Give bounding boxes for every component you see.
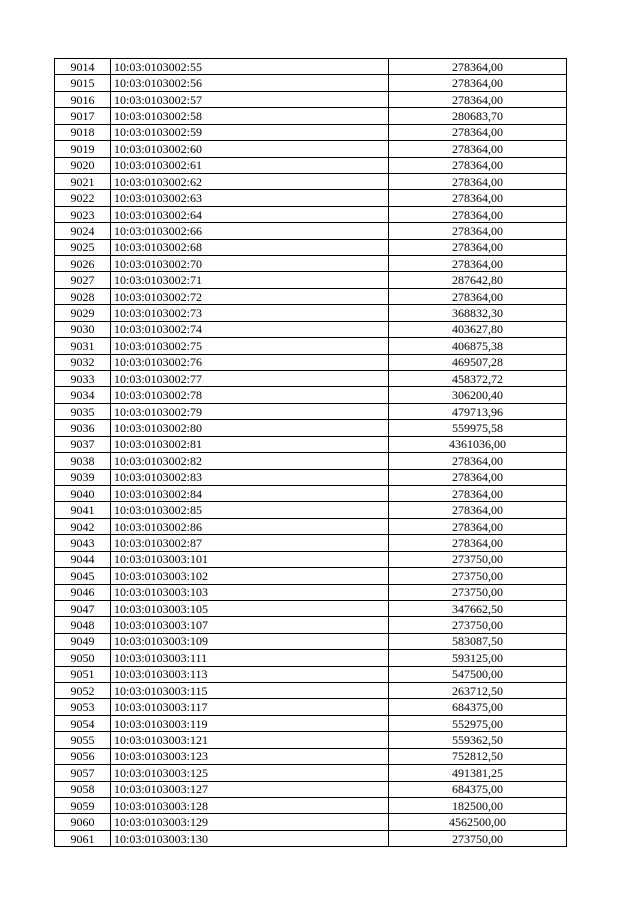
table-row (55, 797, 567, 813)
cadastral-number-cell: 10:03:0103003:105 (111, 600, 389, 616)
value-cell: 263712,50 (389, 683, 567, 699)
row-number-cell: 9050 (55, 650, 111, 666)
table-row (55, 683, 567, 699)
table-row (55, 715, 567, 731)
cadastral-number-cell: 10:03:0103002:81 (111, 436, 389, 452)
table-row (55, 568, 567, 584)
table-row (55, 288, 567, 304)
cadastral-number-cell: 10:03:0103003:101 (111, 551, 389, 567)
value-cell: 278364,00 (389, 141, 567, 157)
cadastral-number-cell: 10:03:0103002:68 (111, 239, 389, 255)
value-cell: 273750,00 (389, 584, 567, 600)
value-cell: 684375,00 (389, 781, 567, 797)
cadastral-number-cell: 10:03:0103002:80 (111, 420, 389, 436)
row-number-cell: 9025 (55, 239, 111, 255)
table-row (55, 765, 567, 781)
cadastral-number-cell: 10:03:0103003:103 (111, 584, 389, 600)
row-number-cell: 9042 (55, 518, 111, 534)
value-cell: 278364,00 (389, 75, 567, 91)
row-number-cell: 9030 (55, 321, 111, 337)
value-cell: 278364,00 (389, 485, 567, 501)
value-cell: 287642,80 (389, 272, 567, 288)
cadastral-number-cell: 10:03:0103003:129 (111, 814, 389, 830)
value-cell: 273750,00 (389, 551, 567, 567)
row-number-cell: 9059 (55, 797, 111, 813)
row-number-cell: 9027 (55, 272, 111, 288)
table-row (55, 469, 567, 485)
cadastral-number-cell: 10:03:0103002:64 (111, 206, 389, 222)
cadastral-number-cell: 10:03:0103003:123 (111, 748, 389, 764)
table-row (55, 272, 567, 288)
cadastral-number-cell: 10:03:0103003:127 (111, 781, 389, 797)
cadastral-number-cell: 10:03:0103002:55 (111, 59, 389, 75)
row-number-cell: 9015 (55, 75, 111, 91)
row-number-cell: 9048 (55, 617, 111, 633)
table-row (55, 732, 567, 748)
table-row (55, 814, 567, 830)
row-number-cell: 9023 (55, 206, 111, 222)
value-cell: 278364,00 (389, 124, 567, 140)
value-cell: 278364,00 (389, 518, 567, 534)
cadastral-number-cell: 10:03:0103003:109 (111, 633, 389, 649)
table-row (55, 748, 567, 764)
cadastral-number-cell: 10:03:0103002:87 (111, 535, 389, 551)
table-row (55, 371, 567, 387)
cadastral-number-cell: 10:03:0103002:77 (111, 371, 389, 387)
value-cell: 278364,00 (389, 190, 567, 206)
row-number-cell: 9031 (55, 338, 111, 354)
cadastral-number-cell: 10:03:0103002:61 (111, 157, 389, 173)
row-number-cell: 9034 (55, 387, 111, 403)
row-number-cell: 9036 (55, 420, 111, 436)
value-cell: 4562500,00 (389, 814, 567, 830)
cadastral-number-cell: 10:03:0103002:86 (111, 518, 389, 534)
value-cell: 278364,00 (389, 157, 567, 173)
table-row (55, 157, 567, 173)
row-number-cell: 9056 (55, 748, 111, 764)
table-row (55, 584, 567, 600)
value-cell: 278364,00 (389, 469, 567, 485)
value-cell: 273750,00 (389, 617, 567, 633)
cadastral-number-cell: 10:03:0103002:83 (111, 469, 389, 485)
value-cell: 684375,00 (389, 699, 567, 715)
value-cell: 368832,30 (389, 305, 567, 321)
value-cell: 278364,00 (389, 91, 567, 107)
table-row (55, 666, 567, 682)
row-number-cell: 9039 (55, 469, 111, 485)
table-row (55, 206, 567, 222)
value-cell: 278364,00 (389, 223, 567, 239)
row-number-cell: 9051 (55, 666, 111, 682)
row-number-cell: 9058 (55, 781, 111, 797)
row-number-cell: 9053 (55, 699, 111, 715)
row-number-cell: 9028 (55, 288, 111, 304)
value-cell: 273750,00 (389, 830, 567, 846)
row-number-cell: 9018 (55, 124, 111, 140)
table-row (55, 91, 567, 107)
value-cell: 182500,00 (389, 797, 567, 813)
value-cell: 280683,70 (389, 108, 567, 124)
cadastral-number-cell: 10:03:0103003:113 (111, 666, 389, 682)
cadastral-number-cell: 10:03:0103002:72 (111, 288, 389, 304)
value-cell: 406875,38 (389, 338, 567, 354)
value-cell: 458372,72 (389, 371, 567, 387)
table-row (55, 830, 567, 846)
value-cell: 752812,50 (389, 748, 567, 764)
row-number-cell: 9021 (55, 173, 111, 189)
table-row (55, 239, 567, 255)
cadastral-number-cell: 10:03:0103003:117 (111, 699, 389, 715)
value-cell: 491381,25 (389, 765, 567, 781)
cadastral-number-cell: 10:03:0103002:73 (111, 305, 389, 321)
value-cell: 278364,00 (389, 206, 567, 222)
value-cell: 559975,58 (389, 420, 567, 436)
value-cell: 469507,28 (389, 354, 567, 370)
table-row (55, 650, 567, 666)
table-row (55, 256, 567, 272)
row-number-cell: 9054 (55, 715, 111, 731)
table-row (55, 485, 567, 501)
row-number-cell: 9060 (55, 814, 111, 830)
value-cell: 278364,00 (389, 173, 567, 189)
row-number-cell: 9035 (55, 403, 111, 419)
value-cell: 278364,00 (389, 535, 567, 551)
value-cell: 278364,00 (389, 453, 567, 469)
cadastral-number-cell: 10:03:0103002:63 (111, 190, 389, 206)
row-number-cell: 9017 (55, 108, 111, 124)
row-number-cell: 9029 (55, 305, 111, 321)
table-row (55, 699, 567, 715)
row-number-cell: 9045 (55, 568, 111, 584)
cadastral-number-cell: 10:03:0103003:107 (111, 617, 389, 633)
value-cell: 278364,00 (389, 256, 567, 272)
row-number-cell: 9057 (55, 765, 111, 781)
row-number-cell: 9061 (55, 830, 111, 846)
cadastral-number-cell: 10:03:0103002:56 (111, 75, 389, 91)
row-number-cell: 9047 (55, 600, 111, 616)
cadastral-number-cell: 10:03:0103003:102 (111, 568, 389, 584)
cadastral-number-cell: 10:03:0103002:79 (111, 403, 389, 419)
value-cell: 547500,00 (389, 666, 567, 682)
value-cell: 583087,50 (389, 633, 567, 649)
value-cell: 306200,40 (389, 387, 567, 403)
cadastral-number-cell: 10:03:0103002:57 (111, 91, 389, 107)
value-cell: 593125,00 (389, 650, 567, 666)
cadastral-number-cell: 10:03:0103003:130 (111, 830, 389, 846)
row-number-cell: 9024 (55, 223, 111, 239)
table-row (55, 59, 567, 75)
value-cell: 278364,00 (389, 288, 567, 304)
table-row (55, 600, 567, 616)
value-cell: 479713,96 (389, 403, 567, 419)
cadastral-number-cell: 10:03:0103002:71 (111, 272, 389, 288)
row-number-cell: 9046 (55, 584, 111, 600)
row-number-cell: 9019 (55, 141, 111, 157)
cadastral-number-cell: 10:03:0103003:111 (111, 650, 389, 666)
value-cell: 347662,50 (389, 600, 567, 616)
table-row (55, 403, 567, 419)
table-row (55, 617, 567, 633)
table-row (55, 535, 567, 551)
cadastral-number-cell: 10:03:0103002:59 (111, 124, 389, 140)
table-row (55, 502, 567, 518)
cadastral-number-cell: 10:03:0103002:60 (111, 141, 389, 157)
table-row (55, 453, 567, 469)
cadastral-number-cell: 10:03:0103003:121 (111, 732, 389, 748)
row-number-cell: 9041 (55, 502, 111, 518)
cadastral-number-cell: 10:03:0103002:58 (111, 108, 389, 124)
row-number-cell: 9016 (55, 91, 111, 107)
row-number-cell: 9037 (55, 436, 111, 452)
row-number-cell: 9032 (55, 354, 111, 370)
table-row (55, 420, 567, 436)
table-row (55, 223, 567, 239)
row-number-cell: 9052 (55, 683, 111, 699)
table-row (55, 633, 567, 649)
table-row (55, 551, 567, 567)
row-number-cell: 9033 (55, 371, 111, 387)
table-row (55, 190, 567, 206)
table-row (55, 338, 567, 354)
table-row (55, 124, 567, 140)
row-number-cell: 9038 (55, 453, 111, 469)
cadastral-number-cell: 10:03:0103002:66 (111, 223, 389, 239)
value-cell: 273750,00 (389, 568, 567, 584)
row-number-cell: 9049 (55, 633, 111, 649)
value-cell: 552975,00 (389, 715, 567, 731)
table-row (55, 518, 567, 534)
cadastral-number-cell: 10:03:0103002:74 (111, 321, 389, 337)
row-number-cell: 9055 (55, 732, 111, 748)
cadastral-number-cell: 10:03:0103002:78 (111, 387, 389, 403)
table-row (55, 75, 567, 91)
cadastral-number-cell: 10:03:0103003:115 (111, 683, 389, 699)
table-row (55, 173, 567, 189)
row-number-cell: 9040 (55, 485, 111, 501)
table-body (55, 59, 567, 847)
table-row (55, 141, 567, 157)
table-row (55, 781, 567, 797)
row-number-cell: 9022 (55, 190, 111, 206)
row-number-cell: 9026 (55, 256, 111, 272)
row-number-cell: 9014 (55, 59, 111, 75)
cadastral-number-cell: 10:03:0103002:70 (111, 256, 389, 272)
value-cell: 278364,00 (389, 59, 567, 75)
cadastral-number-cell: 10:03:0103002:82 (111, 453, 389, 469)
cadastral-number-cell: 10:03:0103002:84 (111, 485, 389, 501)
cadastral-number-cell: 10:03:0103003:119 (111, 715, 389, 731)
table-row (55, 108, 567, 124)
row-number-cell: 9020 (55, 157, 111, 173)
cadastral-number-cell: 10:03:0103002:76 (111, 354, 389, 370)
value-cell: 403627,80 (389, 321, 567, 337)
cadastral-number-cell: 10:03:0103003:125 (111, 765, 389, 781)
cadastral-number-cell: 10:03:0103002:62 (111, 173, 389, 189)
cadastral-value-table (54, 58, 567, 847)
value-cell: 4361036,00 (389, 436, 567, 452)
row-number-cell: 9043 (55, 535, 111, 551)
cadastral-number-cell: 10:03:0103003:128 (111, 797, 389, 813)
table-row (55, 354, 567, 370)
cadastral-number-cell: 10:03:0103002:85 (111, 502, 389, 518)
value-cell: 559362,50 (389, 732, 567, 748)
table-row (55, 436, 567, 452)
table-row (55, 305, 567, 321)
row-number-cell: 9044 (55, 551, 111, 567)
value-cell: 278364,00 (389, 502, 567, 518)
cadastral-number-cell: 10:03:0103002:75 (111, 338, 389, 354)
table-row (55, 321, 567, 337)
value-cell: 278364,00 (389, 239, 567, 255)
table-row (55, 387, 567, 403)
